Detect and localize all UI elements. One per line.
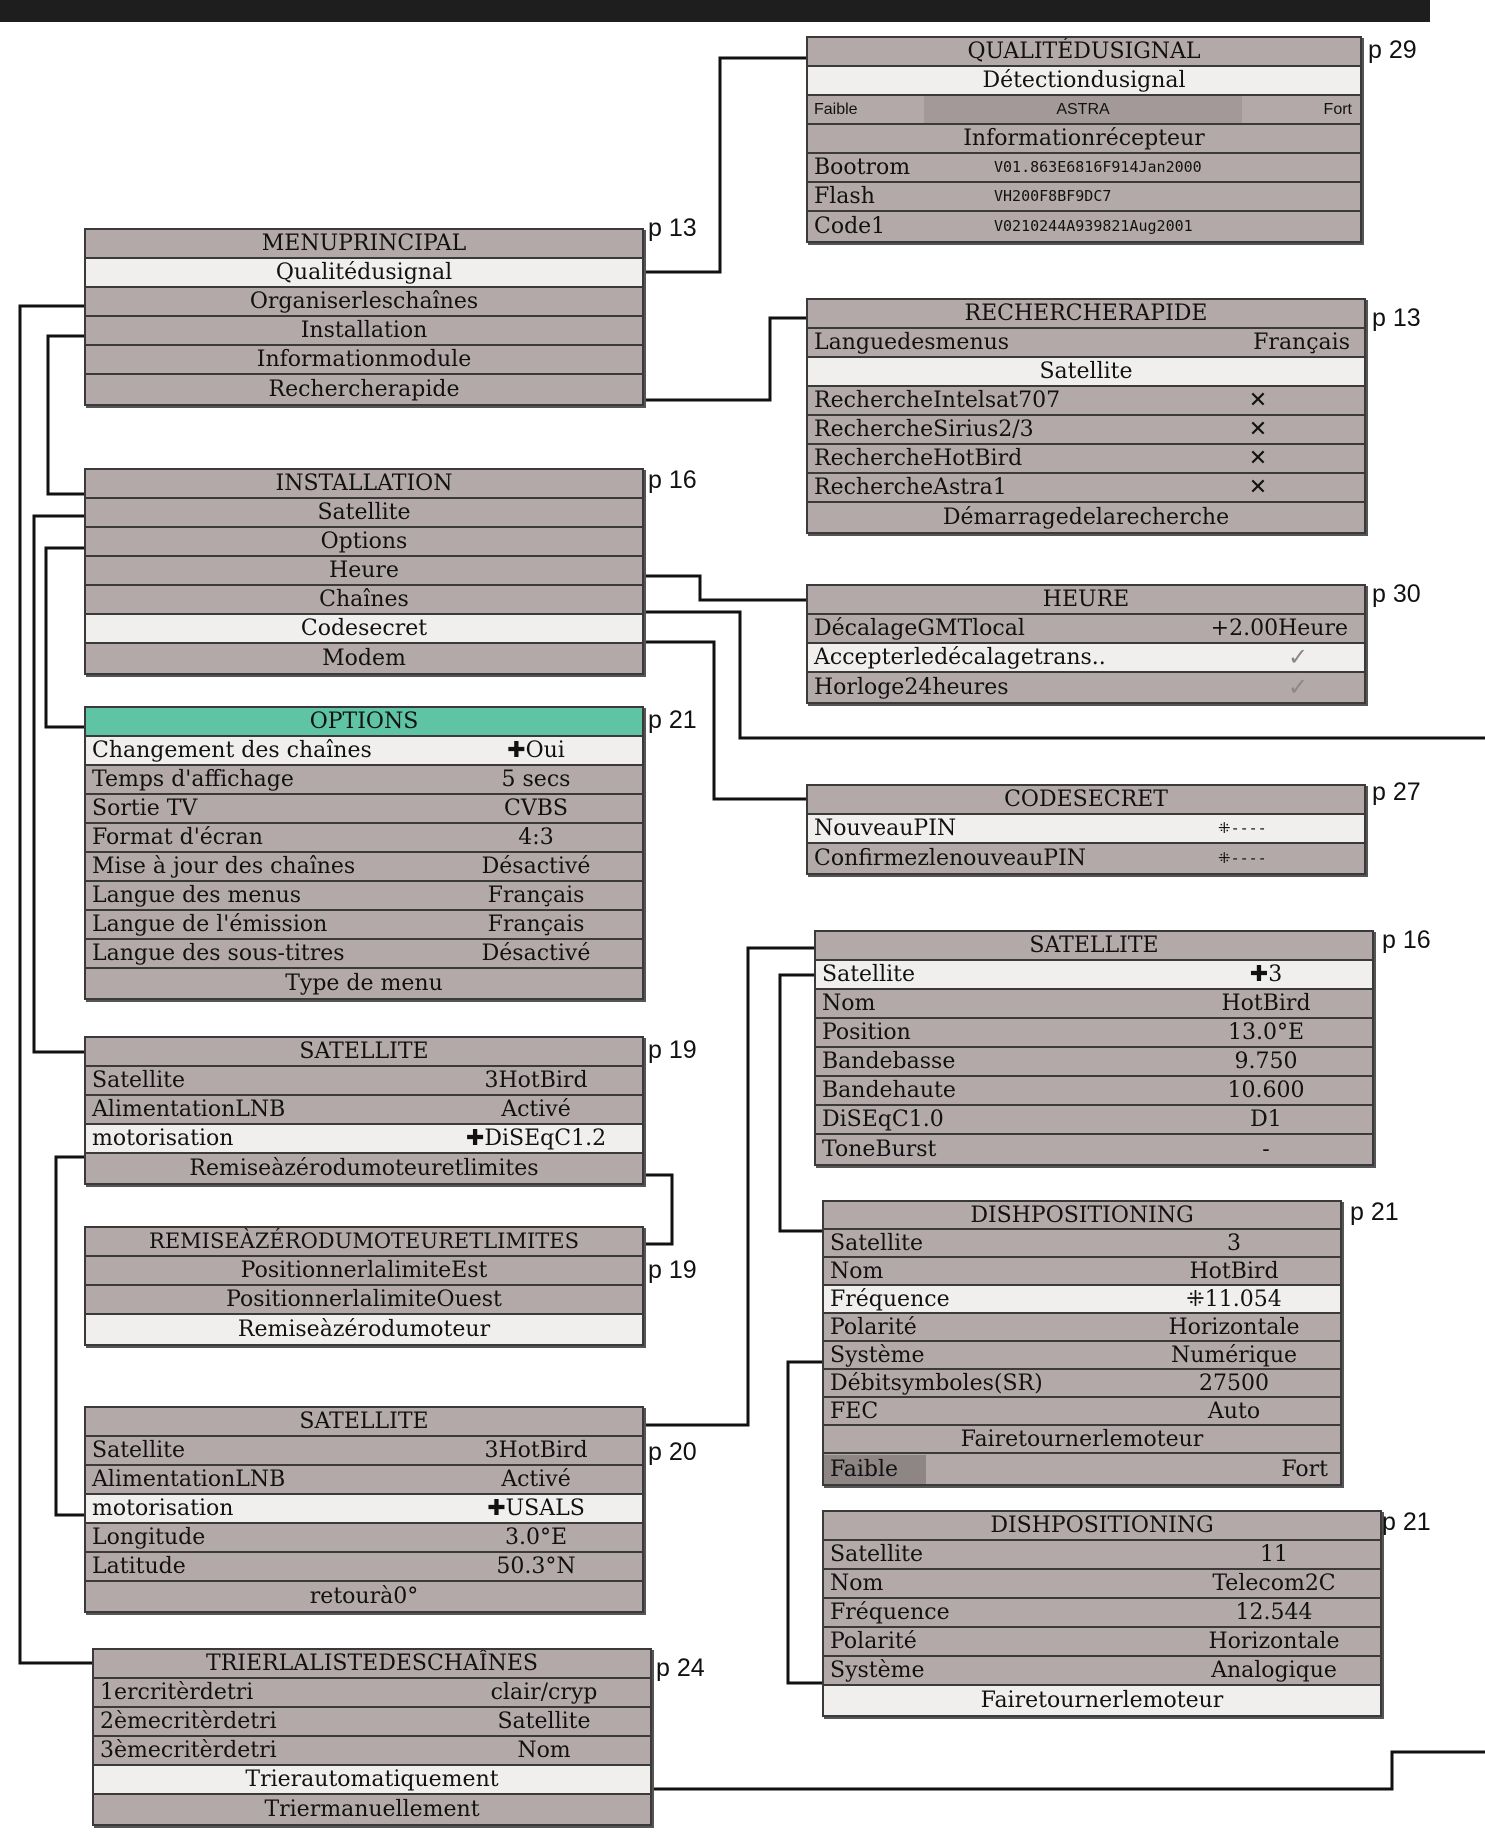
signal-strength-bar [808,96,1360,125]
codesecret-confirm-value: ⁜---- [1218,849,1267,867]
field-value: 3HotBird [484,1438,588,1463]
recherche-title: RECHERCHERAPIDE [808,300,1364,329]
remise-panel [84,1226,644,1346]
code1-value: V0210244A939821Aug2001 [994,217,1193,235]
field-label: motorisation [92,1496,234,1521]
satellite20-title: SATELLITE [86,1408,642,1437]
detection-signal-row[interactable]: Détectiondusignal [808,67,1360,96]
menu-item-recherche[interactable]: Rechercherapide [268,377,460,402]
field-label: Satellite [830,1542,924,1567]
field-label: Fréquence [830,1600,950,1625]
dish1-row-tourner[interactable]: Fairetournerlemoteur [824,1426,1340,1454]
page-ref-dish2: p 21 [1382,1508,1431,1536]
field-label: 1ercritèrdetri [100,1680,254,1705]
qualite-signal-panel [806,36,1362,243]
field-label: Longitude [92,1525,206,1550]
options-row-langue-emission[interactable] [86,911,642,940]
dish1-row-nom[interactable] [824,1258,1340,1286]
connector-dish2 [788,1362,822,1683]
page-ref-dish1: p 21 [1350,1198,1399,1226]
field-value: Analogique [1211,1658,1337,1683]
heure-horloge-row[interactable] [808,673,1364,702]
heure-horloge-label: Horloge24heures [814,675,1009,700]
page-ref-options: p 21 [648,706,697,734]
options-row-langue-menus[interactable] [86,882,642,911]
dish1-row-satellite[interactable] [824,1230,1340,1258]
options-row-soustitres[interactable] [86,940,642,969]
recherche-item-label: RechercheIntelsat707 [814,388,1061,413]
field-label: Satellite [830,1230,924,1256]
field-value: 9.750 [1234,1049,1298,1074]
checkmark-icon: ✓ [1287,673,1309,701]
page-ref-qualite: p 29 [1368,36,1417,64]
checkbox-x-icon: ✕ [1248,475,1268,500]
dish2-title: DISHPOSITIONING [824,1512,1380,1541]
field-label: Système [830,1342,925,1368]
field-value: Auto [1207,1398,1261,1424]
satellite20-row-longitude[interactable] [86,1524,642,1553]
codesecret-confirm-label: ConfirmezlenouveauPIN [814,846,1087,871]
field-value: Satellite [497,1709,591,1734]
field-label: Polarité [830,1629,917,1654]
field-value: Activé [501,1097,571,1122]
bootrom-row [808,154,1360,183]
page-ref-menu-principal: p 13 [648,214,697,242]
install-item-satellite[interactable]: Satellite [86,499,642,528]
dish2-row-satellite[interactable] [824,1541,1380,1570]
installation-title: INSTALLATION [86,470,642,499]
option-label: Format d'écran [92,825,263,850]
field-value: Nom [517,1738,571,1763]
field-value: Activé [501,1467,571,1492]
bar-astra-label: ASTRA [924,96,1242,124]
field-value: Horizontale [1208,1629,1340,1654]
codesecret-panel [806,784,1366,875]
trier-title: TRIERLALISTEDESCHAÎNES [94,1650,650,1679]
field-value: D1 [1250,1107,1282,1132]
satellite20-panel [84,1406,644,1613]
field-label: Nom [830,1258,884,1284]
heure-decalage-row[interactable] [808,615,1364,644]
menu-item-information[interactable]: Informationmodule [86,346,642,375]
code1-label: Code1 [814,214,886,239]
recherche-langue-label: Languedesmenus [814,330,1010,355]
field-label: Satellite [92,1068,186,1093]
heure-accepter-row[interactable] [808,644,1364,673]
field-value: 3HotBird [484,1068,588,1093]
field-value: Horizontale [1168,1314,1300,1340]
dish2-row-tourner[interactable]: Fairetournerlemoteur [824,1686,1380,1715]
heure-panel [806,584,1366,704]
connector-recherche [640,318,808,400]
satellite-right-title: SATELLITE [816,932,1372,961]
option-label: Changement des chaînes [92,738,372,763]
dish2-row-systeme[interactable] [824,1657,1380,1686]
recherche-item-label: RechercheAstra1 [814,475,1007,500]
option-value: ✚Oui [507,738,565,763]
satellite20-row-lnb[interactable] [86,1466,642,1495]
field-value: 10.600 [1227,1078,1305,1103]
field-label: AlimentationLNB [92,1467,286,1492]
checkbox-x-icon: ✕ [1248,417,1268,442]
options-row-sortie[interactable] [86,795,642,824]
field-value: 27500 [1199,1370,1269,1396]
recherche-langue-value: Français [1253,330,1350,355]
install-item-codesecret[interactable]: Codesecret [86,615,642,644]
field-value: 13.0°E [1227,1020,1305,1045]
trier-row-critere2[interactable] [94,1708,650,1737]
dish1-signal-bar [824,1454,1340,1484]
codesecret-title: CODESECRET [808,786,1364,815]
menu-item-installation[interactable]: Installation [86,317,642,346]
trier-row-critere1[interactable] [94,1679,650,1708]
field-value: 3 [1227,1230,1241,1256]
option-value: Français [487,883,585,908]
field-value: 50.3°N [496,1554,576,1579]
field-label: Nom [830,1571,884,1596]
option-value: CVBS [504,796,568,821]
options-row-temps[interactable] [86,766,642,795]
menu-item-qualite[interactable]: Qualitédusignal [86,259,642,288]
options-title: OPTIONS [86,708,642,737]
options-row-miseajour[interactable] [86,853,642,882]
field-value: HotBird [1221,991,1311,1016]
field-value: ⁜11.054 [1186,1286,1282,1312]
field-value: 3.0°E [504,1525,568,1550]
satellite19-row-lnb[interactable] [86,1096,642,1125]
connector-satellite-right [640,948,814,1425]
field-label: 2èmecritèrdetri [100,1709,277,1734]
dish2-row-polarite[interactable] [824,1628,1380,1657]
connector-options [46,548,86,727]
field-label: Satellite [822,962,916,987]
field-label: Fréquence [830,1286,950,1312]
dish2-row-nom[interactable] [824,1570,1380,1599]
page-ref-trier: p 24 [656,1654,705,1682]
connector-installation [48,336,86,494]
satellite19-row-remise[interactable]: Remiseàzérodumoteuretlimites [189,1156,539,1181]
option-label: Langue des menus [92,883,302,908]
satellite-right-row-satellite[interactable] [816,961,1372,990]
recherche-start-row[interactable]: Démarragedelarecherche [942,505,1230,530]
recherche-item-label: RechercheHotBird [814,446,1023,471]
install-item-chaines[interactable]: Chaînes [86,586,642,615]
field-value: HotBird [1189,1258,1279,1284]
menu-item-organiser[interactable]: Organiserleschaînes [86,288,642,317]
option-value: 5 secs [501,767,571,792]
recherche-langue-row[interactable] [808,329,1364,358]
bootrom-label: Bootrom [814,155,911,180]
page-ref-remise: p 19 [648,1256,697,1284]
trier-row-critere3[interactable] [94,1737,650,1766]
dish1-row-polarite[interactable] [824,1314,1340,1342]
codesecret-nouveau-value: ⁜---- [1218,819,1267,837]
satellite-right-row-toneburst[interactable] [816,1135,1372,1164]
field-label: ToneBurst [822,1137,937,1162]
connector-motorisation [56,1157,86,1515]
satellite20-row-retour[interactable]: retourà0° [309,1584,419,1609]
remise-item-moteur[interactable]: Remiseàzérodumoteur [86,1315,642,1344]
satellite19-row-motorisation[interactable] [86,1125,642,1154]
field-label: Bandebasse [822,1049,956,1074]
option-label: Langue de l'émission [92,912,328,937]
field-value: Telecom2C [1212,1571,1336,1596]
recherche-rapide-panel [806,298,1366,534]
field-label: Nom [822,991,876,1016]
options-panel [84,706,644,1000]
install-item-options[interactable]: Options [86,528,642,557]
checkbox-x-icon: ✕ [1248,446,1268,471]
option-label: Temps d'affichage [92,767,294,792]
connector-trier-auto [650,1752,1485,1789]
checkbox-x-icon: ✕ [1248,388,1268,413]
options-row-format[interactable] [86,824,642,853]
page-ref-satellite-right: p 16 [1382,926,1431,954]
option-label: Langue des sous-titres [92,941,345,966]
field-value: clair/cryp [490,1680,598,1705]
satellite-right-row-nom[interactable] [816,990,1372,1019]
flash-label: Flash [814,184,875,209]
field-label: Système [830,1658,925,1683]
dish1-row-debit[interactable] [824,1370,1340,1398]
remise-item-ouest[interactable]: PositionnerlalimiteOuest [86,1286,642,1315]
field-label: Polarité [830,1314,917,1340]
dish2-row-frequence[interactable] [824,1599,1380,1628]
trier-panel [92,1648,652,1826]
bar-fort-label: Fort [1323,101,1352,118]
recherche-item-hotbird[interactable] [808,445,1364,474]
page-ref-satellite19: p 19 [648,1036,697,1064]
menu-principal-panel [84,228,644,406]
field-label: motorisation [92,1126,234,1151]
heure-decalage-label: DécalageGMTlocal [814,616,1025,641]
recherche-item-sirius[interactable] [808,416,1364,445]
field-label: Bandehaute [822,1078,956,1103]
field-value: 12.544 [1235,1600,1313,1625]
heure-title: HEURE [808,586,1364,615]
dish1-row-frequence[interactable] [824,1286,1340,1314]
recherche-item-intelsat[interactable] [808,387,1364,416]
dish2-panel [822,1510,1382,1717]
qualite-title: QUALITÉDUSIGNAL [808,38,1360,67]
recherche-satellite-row[interactable]: Satellite [808,358,1364,387]
field-label: Satellite [92,1438,186,1463]
bar-faible-label: Faible [814,101,858,118]
option-value: Français [487,912,585,937]
code1-row [808,212,1360,241]
field-value: Numérique [1170,1342,1298,1368]
codesecret-confirm-row[interactable] [808,844,1364,873]
satellite20-row-latitude[interactable] [86,1553,642,1582]
satellite19-panel [84,1036,644,1185]
trier-item-auto[interactable]: Trierautomatiquement [94,1766,650,1795]
remise-item-est[interactable]: PositionnerlalimiteEst [86,1257,642,1286]
field-label: FEC [830,1398,879,1424]
field-label: 3èmecritèrdetri [100,1738,277,1763]
page-ref-codesecret: p 27 [1372,778,1421,806]
dish1-row-systeme[interactable] [824,1342,1340,1370]
page-ref-satellite20: p 20 [648,1438,697,1466]
connector-satellite19 [34,516,86,1052]
options-row-typemenu[interactable]: Type de menu [285,971,443,996]
field-value: ✚DiSEqC1.2 [465,1126,607,1151]
field-label: DiSEqC1.0 [822,1107,944,1132]
info-recepteur-row: Informationrécepteur [808,125,1360,154]
satellite-right-row-position[interactable] [816,1019,1372,1048]
dish1-bar-fort: Fort [1281,1456,1328,1482]
satellite-right-row-bandehaute[interactable] [816,1077,1372,1106]
codesecret-nouveau-row[interactable] [808,815,1364,844]
satellite19-title: SATELLITE [86,1038,642,1067]
checkmark-icon: ✓ [1287,644,1309,671]
satellite-right-row-bandebasse[interactable] [816,1048,1372,1077]
flash-value: VH200F8BF9DC7 [994,187,1112,205]
satellite-right-panel [814,930,1374,1166]
install-item-modem[interactable]: Modem [322,646,406,671]
satellite19-row-satellite[interactable] [86,1067,642,1096]
bootrom-value: V01.863E6816F914Jan2000 [994,158,1202,176]
option-value: 4:3 [518,825,554,850]
menu-principal-title: MENUPRINCIPAL [86,230,642,259]
option-label: Sortie TV [92,796,198,821]
satellite20-row-motorisation[interactable] [86,1495,642,1524]
field-label: Latitude [92,1554,186,1579]
codesecret-nouveau-label: NouveauPIN [814,816,957,841]
install-item-heure[interactable]: Heure [86,557,642,586]
satellite-right-row-diseqc[interactable] [816,1106,1372,1135]
connector-remise [640,1175,672,1244]
dish1-row-fec[interactable] [824,1398,1340,1426]
page-ref-recherche: p 13 [1372,304,1421,332]
field-value: ✚3 [1249,962,1283,987]
field-label: Position [822,1020,911,1045]
satellite20-row-satellite[interactable] [86,1437,642,1466]
page-ref-installation: p 16 [648,466,697,494]
options-row-changement[interactable] [86,737,642,766]
option-value: Désactivé [481,941,591,966]
recherche-item-astra[interactable] [808,474,1364,503]
installation-panel [84,468,644,675]
page-ref-heure: p 30 [1372,580,1421,608]
heure-accepter-label: Accepterledécalagetrans.. [814,645,1106,670]
field-label: AlimentationLNB [92,1097,286,1122]
heure-decalage-value: +2.00Heure [1210,616,1348,641]
field-value: 11 [1260,1542,1288,1567]
dish1-bar-faible: Faible [824,1455,926,1484]
field-value: - [1262,1137,1270,1162]
remise-title: REMISEÀZÉRODUMOTEURETLIMITES [86,1228,642,1257]
connector-heure [640,576,808,600]
field-value: ✚USALS [487,1496,585,1521]
flash-row [808,183,1360,212]
dish1-title: DISHPOSITIONING [824,1202,1340,1230]
option-value: Désactivé [481,854,591,879]
field-label: Débitsymboles(SR) [830,1370,1043,1396]
option-label: Mise à jour des chaînes [92,854,356,879]
trier-item-manuel[interactable]: Triermanuellement [264,1797,480,1822]
dish1-panel [822,1200,1342,1486]
recherche-item-label: RechercheSirius2/3 [814,417,1034,442]
